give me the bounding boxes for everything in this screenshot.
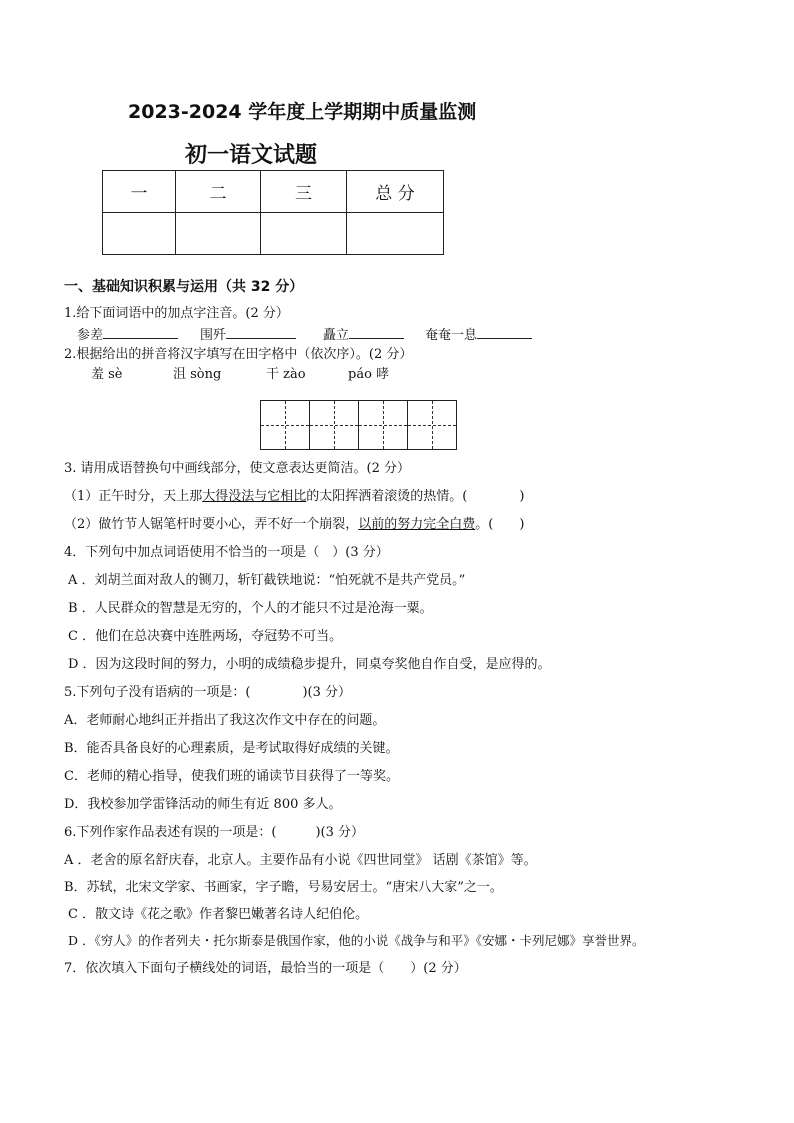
score-cell-3[interactable]: [261, 213, 347, 255]
q2-item-2: 沮 sòng: [173, 367, 222, 382]
q4-option-a: A ．刘胡兰面对敌人的铡刀，斩钉截铁地说：“怕死就不是共产党员。”: [68, 573, 466, 588]
q1-blank-2[interactable]: [226, 326, 296, 339]
q7-prompt: 7．依次填入下面句子横线处的词语，最恰当的一项是（ ）(2 分）: [64, 961, 467, 976]
q1-word-4: 奄奄一息: [425, 328, 478, 343]
score-cell-1[interactable]: [103, 213, 176, 255]
q5-option-c: C．老师的精心指导，使我们班的诵读节目获得了一等奖。: [64, 769, 399, 784]
q3-sentence-2: [64, 516, 524, 534]
q3-prompt: 3. 请用成语替换句中画线部分，使文意表达更简洁。(2 分）: [64, 461, 411, 476]
q2-prompt: 2.根据给出的拼音将汉字填写在田字格中（依次序）。(2 分）: [64, 347, 413, 362]
q3-s2-post: 。( ): [475, 517, 525, 532]
q4-prompt: 4．下列句中加点词语使用不恰当的一项是（ ）(3 分）: [64, 545, 389, 560]
q3-s2-pre: （2）做竹节人锯笔杆时要小心，弄不好一个崩裂，: [64, 517, 359, 532]
tianzige-cell-4[interactable]: [407, 400, 457, 450]
tianzige-cell-1[interactable]: [260, 400, 309, 450]
score-table-value-row: [103, 213, 444, 255]
tianzige-cell-2[interactable]: [309, 400, 358, 450]
score-header-2: 二: [176, 171, 261, 213]
q1-blank-3[interactable]: [349, 326, 404, 339]
q1-word-1: 参差: [77, 328, 104, 343]
q1-blank-4[interactable]: [477, 326, 532, 339]
q4-option-b: B ．人民群众的智慧是无穷的，个人的才能只不过是沧海一粟。: [68, 601, 433, 616]
q4-option-d: D ．因为这段时间的努力，小明的成绩稳步提升，同桌夸奖他自作自受，是应得的。: [68, 657, 551, 672]
q2-item-3: 干 zào: [266, 367, 306, 382]
q5-option-d: D．我校参加学雷锋活动的师生有近 800 多人。: [64, 797, 342, 812]
q6-option-b: B．苏轼，北宋文学家、书画家，字子瞻，号易安居士。“唐宋八大家”之一。: [64, 880, 503, 895]
q6-option-d: D ．《穷人》的作者列夫・托尔斯泰是俄国作家，他的小说《战争与和平》《安娜・卡列尼娜》享誉世界。: [68, 933, 645, 948]
q3-s2-underlined: 以前的努力完全白费: [358, 517, 476, 532]
q1-blank-1[interactable]: [103, 326, 178, 339]
q1-word-2: 围歼: [200, 328, 227, 343]
score-table-header-row: [103, 171, 444, 213]
score-header-1: 一: [103, 171, 176, 213]
page-title: 2023-2024 学年度上学期期中质量监测: [128, 101, 477, 123]
score-cell-total[interactable]: [347, 213, 444, 255]
q2-item-4: páo 哮: [348, 367, 390, 382]
q6-option-a: A ．老舍的原名舒庆春，北京人。主要作品有小说《四世同堂》 话剧《茶馆》等。: [64, 853, 537, 868]
tianzige-cell-3[interactable]: [358, 400, 407, 450]
q2-item-1: 羞 sè: [91, 367, 123, 382]
tianzige-grid: [260, 400, 457, 450]
page-subtitle: 初一语文试题: [185, 143, 318, 168]
score-cell-2[interactable]: [176, 213, 261, 255]
score-table: [102, 170, 444, 255]
q4-option-c: C ．他们在总决赛中连胜两场，夺冠势不可当。: [68, 629, 343, 644]
section-1-title: 一、基础知识积累与运用（共 32 分）: [64, 279, 304, 295]
q1-prompt: 1.给下面词语中的加点字注音。(2 分）: [64, 306, 289, 321]
q3-sentence-1: [64, 488, 524, 506]
q3-s1-post: 的太阳挥洒着滚烫的热情。( ): [306, 489, 525, 504]
q3-s1-underlined: 大得没法与它相比: [202, 489, 307, 504]
score-header-3: 三: [261, 171, 347, 213]
q6-option-c: C ．散文诗《花之歌》作者黎巴嫩著名诗人纪伯伦。: [68, 907, 369, 922]
q1-words: [77, 326, 532, 345]
q5-option-a: A．老师耐心地纠正并指出了我这次作文中存在的问题。: [64, 713, 386, 728]
q6-prompt: 6.下列作家作品表述有误的一项是：( )(3 分）: [64, 825, 365, 840]
q5-prompt: 5.下列句子没有语病的一项是：( )(3 分）: [64, 685, 352, 700]
score-header-total: 总 分: [347, 171, 444, 213]
q3-s1-pre: （1）正午时分，天上那: [64, 489, 203, 504]
q5-option-b: B．能否具备良好的心理素质，是考试取得好成绩的关键。: [64, 741, 399, 756]
q1-word-3: 矗立: [323, 328, 350, 343]
